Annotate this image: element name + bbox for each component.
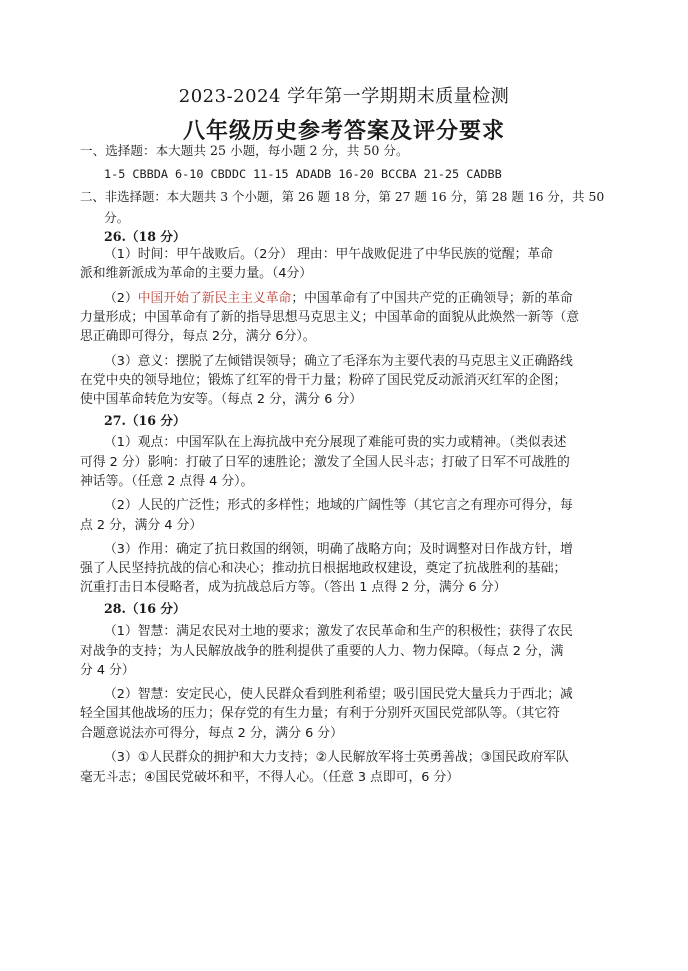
q27-part2-line2: 点 2 分，满分 4 分） xyxy=(80,518,203,533)
section2-heading-line2: 分。 xyxy=(104,210,130,225)
q27-part3-line1: （3）作用：确定了抗日救国的纲领，明确了战略方向；及时调整对日作战方针，增 xyxy=(104,542,573,557)
document-title: 八年级历史参考答案及评分要求 xyxy=(182,118,505,144)
q26-part3-line1: （3）意义：摆脱了左倾错误领导；确立了毛泽东为主要代表的马克思主义正确路线 xyxy=(104,354,573,369)
q26-part2-rest: ；中国革命有了中国共产党的正确领导；新的革命 xyxy=(291,291,573,306)
q28-part3-line2: 毫无斗志；④国民党破坏和平，不得人心。（任意 3 点即可，6 分） xyxy=(80,770,460,785)
q28-part2-line2: 轻全国其他战场的压力；保存党的有生力量；有利于分别歼灭国民党部队等。（其它符 xyxy=(80,706,560,721)
q26-part3-line3: 使中国革命转危为安等。（每点 2 分，满分 6 分） xyxy=(80,392,363,407)
q28-part1-line1: （1）智慧：满足农民对土地的要求；激发了农民革命和生产的积极性；获得了农民 xyxy=(104,624,573,639)
section1-heading: 一、选择题：本大题共 25 小题，每小题 2 分，共 50 分。 xyxy=(80,143,409,158)
exam-title: 2023-2024 学年第一学期期末质量检测 xyxy=(178,86,510,107)
q26-part2-prefix: （2） xyxy=(104,291,138,306)
q28-part2-line1: （2）智慧：安定民心，使人民群众看到胜利希望；吸引国民党大量兵力于西北；减 xyxy=(104,687,573,702)
q26-part2-line2: 力量形成；中国革命有了新的指导思想马克思主义；中国革命的面貌从此焕然一新等（意 xyxy=(80,310,580,325)
q26-part1-line2: 派和维新派成为革命的主要力量。（4分） xyxy=(80,266,313,281)
q27-part3-line3: 沉重打击日本侵略者，成为抗战总后方等。（答出 1 点得 2 分，满分 6 分） xyxy=(80,580,507,595)
q28-part3-line1: （3）①人民群众的拥护和大力支持；②人民解放军将士英勇善战；③国民政府军队 xyxy=(104,750,569,765)
q26-part2-line3: 思正确即可得分，每点 2分，满分 6分）。 xyxy=(80,329,316,344)
section2-heading-line1: 二、非选择题：本大题共 3 个小题，第 26 题 18 分，第 27 题 16 分，第 28 题 16 分，共 50 xyxy=(80,189,605,204)
q28-title: 28.（16 分） xyxy=(104,601,186,616)
q27-part1-line3: 神话等。（任意 2 点得 4 分）。 xyxy=(80,474,254,489)
q26-part2-line1 xyxy=(104,291,573,307)
q28-part2-line3: 合题意说法亦可得分，每点 2 分，满分 6 分） xyxy=(80,726,343,741)
q28-part1-line2: 对战争的支持；为人民解放战争的胜利提供了重要的人力、物力保障。（每点 2 分，满 xyxy=(80,644,564,659)
q27-part3-line2: 强了人民坚持抗战的信心和决心；推动抗日根据地政权建设，奠定了抗战胜利的基础； xyxy=(80,561,567,576)
q27-title: 27.（16 分） xyxy=(104,413,186,428)
q26-part3-line2: 在党中央的领导地位；锻炼了红军的骨干力量；粉碎了国民党反动派消灭红军的企图； xyxy=(80,373,567,388)
q27-part1-line1: （1）观点：中国军队在上海抗战中充分展现了难能可贵的实力或精神。（类似表述 xyxy=(104,435,567,450)
q26-part1-line1: （1）时间：甲午战败后。（2分） 理由：甲午战败促进了中华民族的觉醒；革命 xyxy=(104,247,554,262)
q26-title: 26.（18 分） xyxy=(104,229,186,244)
multiple-choice-answers: 1-5 CBBDA 6-10 CBDDC 11-15 ADADB 16-20 BCCBA 21-25 CADBB xyxy=(104,167,502,181)
q26-part2-highlight: 中国开始了新民主主义革命 xyxy=(137,291,292,306)
q28-part1-line3: 分 4 分） xyxy=(80,663,135,678)
q27-part1-line2: 可得 2 分）影响：打破了日军的速胜论；激发了全国人民斗志；打破了日军不可战胜的 xyxy=(80,455,570,470)
q27-part2-line1: （2）人民的广泛性；形式的多样性；地域的广阔性等（其它言之有理亦可得分，每 xyxy=(104,498,573,513)
